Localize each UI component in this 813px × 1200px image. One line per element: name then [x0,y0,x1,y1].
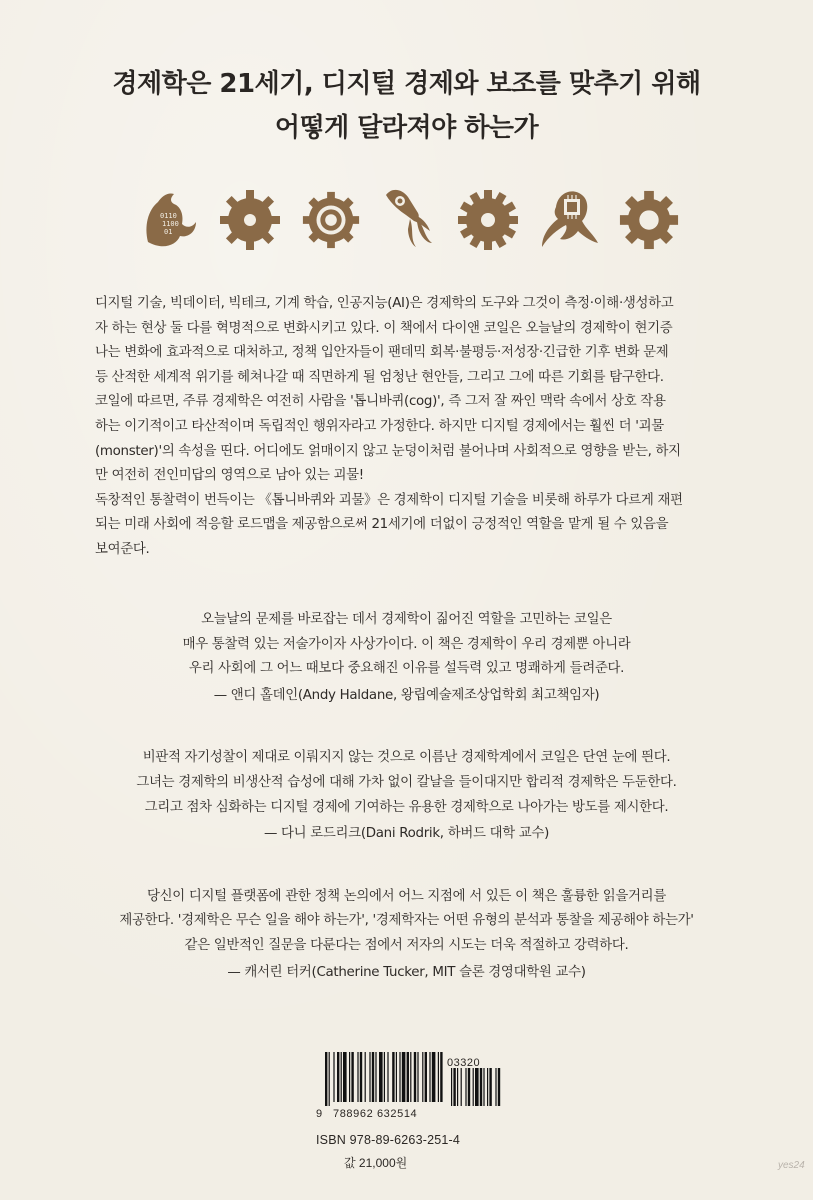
svg-text:01: 01 [164,228,173,236]
intro-line: 나는 변화에 효과적으로 대처하고, 정책 입안자들이 팬데믹 회복·불평등·저성장·긴급한 기후 변화 문제 [95,345,669,361]
binary-monster-icon [140,188,200,252]
intro-line: 자 하는 현상 둘 다를 혁명적으로 변화시키고 있다. 이 책에서 다이앤 코일은 오늘날의 경제학이 현기증 [95,320,673,336]
isbn: ISBN 978-89-6263-251-4 [316,1133,461,1147]
quote-line: 매우 통찰력 있는 저술가이자 사상가이다. 이 책은 경제학이 우리 경제뿐 아니라 [182,636,631,652]
cog-icon [456,188,520,252]
headline [0,62,813,150]
quote-attribution: — 캐서린 터커(Catherine Tucker, MIT 슬론 경영대학원 교수) [227,964,586,980]
quote-attribution: — 앤디 홀데인(Andy Haldane, 왕립예술제조상업학회 최고책임자) [213,687,600,703]
quote-line: 그리고 점차 심화하는 디지털 경제에 기여하는 유용한 경제학으로 나아가는 방도를 제시한다. [144,799,669,815]
quote-attribution: — 다니 로드리크(Dani Rodrik, 하버드 대학 교수) [264,826,549,842]
cog-icon [618,189,680,251]
intro-line: (monster)'의 속성을 띤다. 어디에도 얽매이지 않고 눈덩이처럼 불어나며 사회적으로 영향을 받는, 하지 [95,443,681,459]
cog-icon [218,188,282,252]
endorsement-quote [0,608,813,708]
quote-line: 그녀는 경제학의 비생산적 습성에 대해 가차 없이 칼날을 들이대지만 합리적 경제학은 두둔한다. [136,774,677,790]
endorsement-quote [0,885,813,985]
svg-text:0110: 0110 [160,212,177,220]
svg-text:1100: 1100 [162,220,179,228]
intro-text [95,292,725,563]
quote-line: 우리 사회에 그 어느 때보다 중요해진 이유를 설득력 있고 명쾌하게 들려준다. [188,661,625,677]
intro-line: 보여준다. [95,541,150,557]
barcode-addon: 03320 [447,1057,481,1069]
quote-line: 당신이 디지털 플랫폼에 관한 정책 논의에서 어느 지점에 서 있든 이 책은 훌륭한 읽을거리를 [147,888,666,904]
headline-line-1: 경제학은 21세기, 디지털 경제와 보조를 맞추기 위해 [112,69,701,99]
endorsements [0,608,813,1023]
quote-line: 제공한다. '경제학은 무슨 일을 해야 하는가', '경제학자는 어떤 유형의 분석과 통찰을 제공해야 하는가' [119,913,694,929]
headline-line-2: 어떻게 달라져야 하는가 [274,113,539,143]
icon-row [140,180,680,260]
intro-line: 디지털 기술, 빅데이터, 빅테크, 기계 학습, 인공지능(AI)은 경제학의 도구와 그것이 측정·이해·생성하고 [95,296,674,311]
barcode [313,1052,518,1108]
barcode-digits: 788962 632514 [333,1108,418,1120]
quote-line: 비판적 자기성찰이 제대로 이뤄지지 않는 것으로 이름난 경제학계에서 코일은 단연 눈에 띈다. [142,750,671,766]
price: 값 21,000원 [344,1156,408,1170]
quote-line: 같은 일반적인 질문을 다룬다는 점에서 저자의 시도는 더욱 적절하고 강력하다. [184,937,629,953]
intro-line: 하는 이기적이고 타산적이며 독립적인 행위자라고 가정한다. 하지만 디지털 경제에서는 훨씬 더 '괴물 [95,418,664,434]
intro-line: 만 여전히 전인미답의 영역으로 남아 있는 괴물! [95,468,364,484]
barcode-first-digit: 9 [316,1108,323,1120]
chip-monster-icon [538,185,600,255]
target-cog-icon [300,189,362,251]
intro-line: 되는 미래 사회에 적응할 로드맵을 제공함으로써 21세기에 더없이 긍정적인 역할을 맡게 될 수 있음을 [95,517,669,533]
quote-line: 오늘날의 문제를 바로잡는 데서 경제학이 짊어진 역할을 고민하는 코일은 [201,612,612,627]
squid-monster-icon [380,185,438,255]
endorsement-quote [0,746,813,846]
intro-line: 코일에 따르면, 주류 경제학은 여전히 사람을 '톱니바퀴(cog)', 즉 그저 잘 짜인 맥락 속에서 상호 작용 [95,394,666,410]
intro-line: 독창적인 통찰력이 번득이는 《톱니바퀴와 괴물》은 경제학이 디지털 기술을 비롯해 하루가 다르게 재편 [95,492,683,508]
intro-line: 등 산적한 세계적 위기를 헤쳐나갈 때 직면하게 될 엄청난 현안들, 그리고 그에 따른 기회를 탐구한다. [95,369,664,385]
watermark-stamp: yes24 [778,1160,805,1171]
